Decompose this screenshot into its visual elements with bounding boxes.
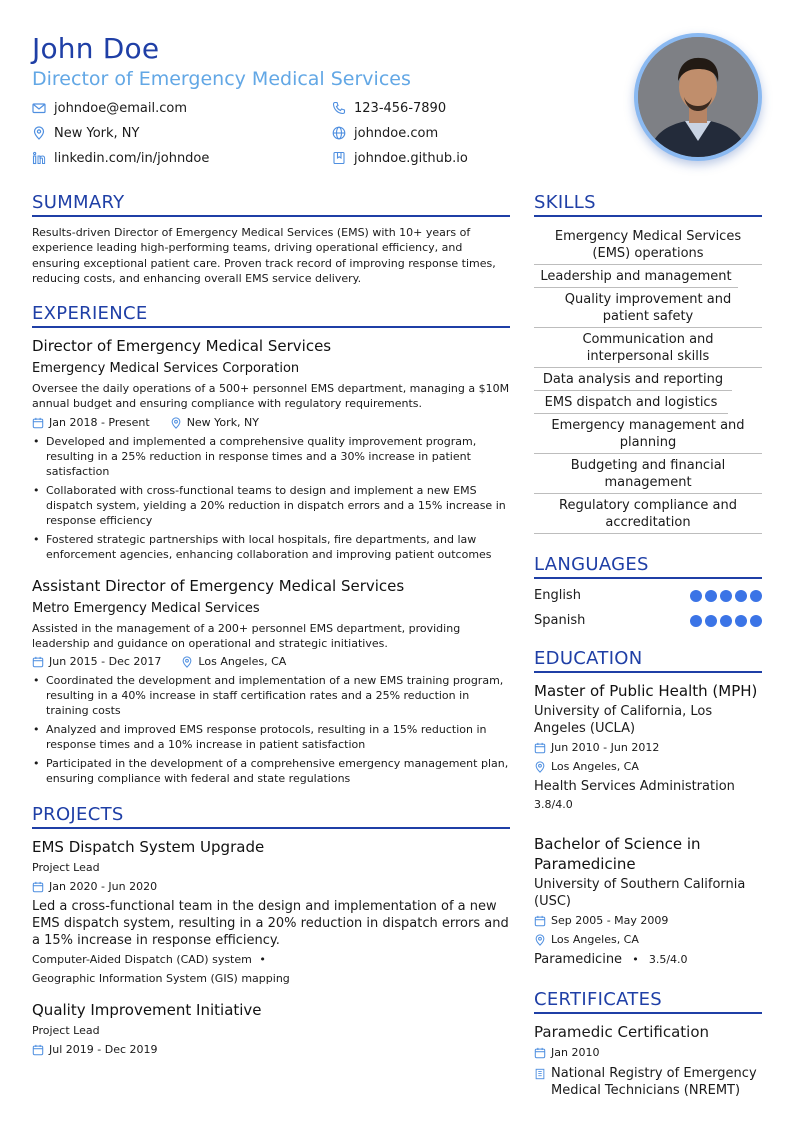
project-role: Project Lead (32, 861, 100, 875)
field-of-study (534, 951, 762, 969)
proficiency-dot (735, 590, 747, 602)
left-column (32, 192, 510, 1070)
certificate-date: Jan 2010 (551, 1046, 600, 1059)
avatar-illustration (638, 37, 758, 157)
job-location: Los Angeles, CA (198, 655, 287, 669)
issuer-name: National Registry of Emergency Medical Technicians (NREMT) (551, 1066, 757, 1098)
experience-heading: EXPERIENCE (32, 303, 510, 328)
list-item: • Developed and implemented a comprehensive quality improvement program, resulting in a 25% reduction in response times and a 30% increase in patient satisfaction (32, 434, 510, 479)
list-item: • Analyzed and improved EMS response protocols, resulting in a 15% reduction in response times and a 10% increase in patient satisfaction (32, 722, 510, 752)
bookmark-icon (332, 151, 346, 165)
project-technologies (32, 950, 510, 988)
list-item: • Fostered strategic partnerships with local hospitals, fire departments, and law enforcement agencies, enhancing collaboration and improving patient outcomes (32, 532, 510, 562)
job-role: Director of Emergency Medical Services (32, 337, 332, 356)
field-name: Paramedicine (534, 952, 623, 967)
language-name: Spanish (534, 613, 586, 628)
experience-entry (32, 576, 510, 787)
contact-linkedin[interactable] (32, 149, 209, 167)
job-location: New York, NY (186, 415, 259, 429)
calendar-icon (32, 656, 44, 668)
education-heading: EDUCATION (534, 648, 762, 673)
skill-item: Regulatory compliance and accreditation (534, 494, 762, 534)
contact-email[interactable] (32, 99, 187, 117)
skill-item: EMS dispatch and logistics (534, 391, 728, 414)
linkedin-text: linkedin.com/in/johndoe (54, 150, 210, 166)
language-row (534, 612, 762, 630)
education-dates: Jun 2010 - Jun 2012 (551, 741, 660, 754)
calendar-icon (534, 915, 546, 927)
field-of-study: Health Services Administration (534, 779, 735, 794)
project-tech: Computer-Aided Dispatch (CAD) system (32, 953, 252, 967)
skills-list (534, 225, 762, 534)
calendar-icon (32, 1044, 44, 1056)
job-description: Oversee the daily operations of a 500+ personnel EMS department, managing a $10M annual budget and ensuring compliance with regulatory requirements. (32, 382, 510, 411)
degree: Master of Public Health (MPH) (534, 682, 758, 700)
skill-item: Emergency management and planning (534, 414, 762, 454)
project-dates: Jan 2020 - Jun 2020 (49, 880, 158, 894)
project-title: Quality Improvement Initiative (32, 1001, 262, 1020)
language-level (687, 590, 762, 602)
proficiency-dot (705, 590, 717, 602)
skill-item: Data analysis and reporting (534, 368, 732, 391)
email-icon (32, 101, 46, 115)
education-meta (534, 740, 762, 756)
school: University of California, Los Angeles (UCLA) (534, 704, 713, 736)
project-entry (32, 837, 510, 988)
experience-entry (32, 336, 510, 562)
phone-icon (332, 101, 346, 115)
phone-text: 123-456-7890 (354, 100, 447, 116)
building-icon (534, 1068, 546, 1080)
education-location: Los Angeles, CA (551, 760, 639, 773)
website-text: johndoe.com (354, 125, 439, 141)
skill-item: Communication and interpersonal skills (534, 328, 762, 368)
linkedin-icon (32, 151, 46, 165)
proficiency-dot (750, 615, 762, 627)
list-item: • Coordinated the development and implementation of a new EMS training program, resulting in a 40% increase in staff certification rates and a 25% reduction in training costs (32, 673, 510, 718)
certificate-issuer (534, 1065, 762, 1099)
language-name: English (534, 588, 581, 603)
contact-info (32, 99, 592, 174)
certificate-meta (534, 1045, 762, 1061)
separator: • (259, 953, 266, 967)
project-meta (32, 879, 510, 895)
education-location: Los Angeles, CA (551, 933, 639, 946)
job-company: Metro Emergency Medical Services (32, 600, 260, 616)
job-bullets (32, 673, 510, 786)
project-meta (32, 1042, 510, 1058)
location-text: New York, NY (54, 125, 140, 141)
summary-text: Results-driven Director of Emergency Medical Services (EMS) with 10+ years of experience leading high-performing teams, driving operational efficiency, and ensuring exceptional patient care. Proven track record of improving response times, reducing costs, and enhancing overall EMS service delivery. (32, 226, 496, 285)
proficiency-dot (705, 615, 717, 627)
project-tech: Geographic Information System (GIS) mapping (32, 972, 290, 986)
certificates-heading: CERTIFICATES (534, 989, 762, 1014)
proficiency-dot (720, 590, 732, 602)
proficiency-dot (690, 615, 702, 627)
skill-item: Budgeting and financial management (534, 454, 762, 494)
skills-heading: SKILLS (534, 192, 762, 217)
education-dates: Sep 2005 - May 2009 (551, 914, 669, 927)
location-pin-icon (32, 126, 46, 140)
proficiency-dot (720, 615, 732, 627)
calendar-icon (32, 417, 44, 429)
education-meta (534, 759, 762, 775)
languages-heading: LANGUAGES (534, 554, 762, 579)
education-meta (534, 932, 762, 948)
certificate-entry (534, 1022, 762, 1099)
job-meta (32, 654, 510, 670)
certificate-name: Paramedic Certification (534, 1023, 710, 1041)
project-entry (32, 1000, 510, 1058)
summary-heading: SUMMARY (32, 192, 510, 217)
list-item: • Collaborated with cross-functional teams to design and implement a new EMS dispatch system, yielding a 20% reduction in dispatch errors and a 15% increase in response efficiency (32, 483, 510, 528)
project-description: Led a cross-functional team in the design and implementation of a new EMS dispatch system, resulting in a 20% reduction in dispatch errors and a 15% increase in response efficiency. (32, 899, 509, 949)
right-column (534, 192, 762, 1099)
proficiency-dot (735, 615, 747, 627)
skill-item: Emergency Medical Services (EMS) operations (534, 225, 762, 265)
job-role: Assistant Director of Emergency Medical Services (32, 576, 405, 595)
calendar-icon (534, 1047, 546, 1059)
contact-location (32, 124, 139, 142)
language-level (687, 615, 762, 627)
education-meta (534, 913, 762, 929)
separator: • (632, 953, 639, 966)
github-text: johndoe.github.io (354, 150, 468, 166)
projects-heading: PROJECTS (32, 804, 510, 829)
degree: Bachelor of Science in Paramedicine (534, 835, 701, 873)
skill-item: Quality improvement and patient safety (534, 288, 762, 328)
job-company: Emergency Medical Services Corporation (32, 361, 300, 377)
proficiency-dot (690, 590, 702, 602)
job-bullets (32, 434, 510, 562)
contact-github[interactable] (332, 149, 468, 167)
globe-icon (332, 126, 346, 140)
gpa: 3.5/4.0 (648, 953, 688, 966)
job-description: Assisted in the management of a 200+ personnel EMS department, providing leadership and guidance on operational and strategic initiatives. (32, 621, 461, 651)
list-item: • Participated in the development of a comprehensive emergency management plan, ensuring compliance with federal and state regulations (32, 756, 510, 786)
project-title: EMS Dispatch System Upgrade (32, 838, 265, 857)
email-text: johndoe@email.com (54, 100, 187, 116)
calendar-icon (534, 742, 546, 754)
calendar-icon (32, 881, 44, 893)
school: University of Southern California (USC) (534, 877, 746, 909)
job-dates: Jun 2015 - Dec 2017 (49, 655, 162, 669)
skill-item: Leadership and management (534, 265, 738, 288)
education-entry (534, 834, 762, 969)
job-meta (32, 415, 510, 431)
contact-website[interactable] (332, 124, 438, 142)
profile-photo (634, 33, 762, 161)
proficiency-dot (750, 590, 762, 602)
project-dates: Jul 2019 - Dec 2019 (49, 1043, 158, 1057)
location-pin-icon (170, 417, 182, 429)
language-row (534, 587, 762, 605)
education-entry (534, 681, 762, 814)
location-pin-icon (534, 934, 546, 946)
project-role: Project Lead (32, 1024, 100, 1038)
candidate-title: Director of Emergency Medical Services (32, 68, 411, 90)
contact-phone[interactable] (332, 99, 446, 117)
location-pin-icon (181, 656, 193, 668)
location-pin-icon (534, 761, 546, 773)
gpa: 3.8/4.0 (534, 798, 573, 811)
resume-header (32, 30, 592, 174)
candidate-name: John Doe (32, 32, 160, 65)
job-dates: Jan 2018 - Present (49, 415, 150, 429)
